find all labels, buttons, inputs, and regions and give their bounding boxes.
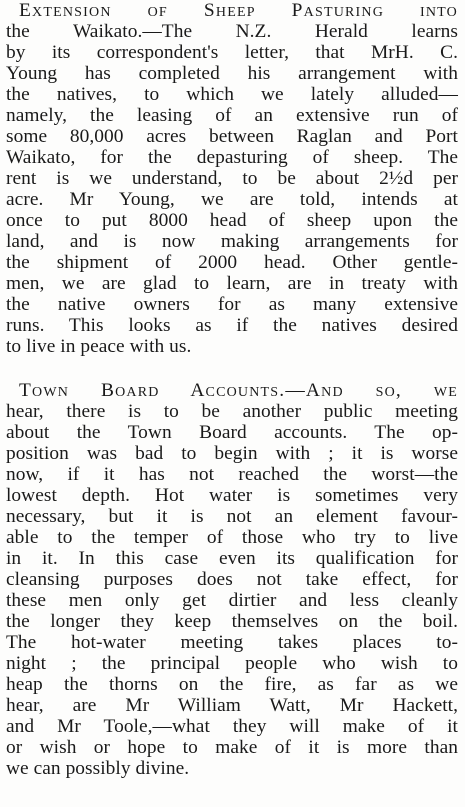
article-line: Town Board Accounts.—And so, we	[19, 380, 458, 401]
article-line: land, and is now making arrangements for	[6, 231, 458, 252]
article-line: position was bad to begin with ; it is worse	[6, 443, 458, 464]
article-line: acre. Mr Young, we are told, intends at	[6, 189, 458, 210]
article-line: cleansing purposes does not take effect, for	[6, 569, 458, 590]
article-town-board-accounts	[6, 380, 458, 779]
article-line: in it. In this case even its qualification for	[6, 548, 458, 569]
article-line: the longer they keep themselves on the boil.	[6, 611, 458, 632]
article-line: men, we are glad to learn, are in treaty with	[6, 273, 458, 294]
article-line: able to the temper of those who try to live	[6, 527, 458, 548]
article-line: Extension of Sheep Pasturing into	[19, 0, 458, 21]
article-line: heap the thorns on the fire, as far as we	[6, 674, 458, 695]
article-line: The hot-water meeting takes places to-	[6, 632, 458, 653]
article-line: or wish or hope to make of it is more than	[6, 737, 458, 758]
article-line: once to put 8000 head of sheep upon the	[6, 210, 458, 231]
article-line: namely, the leasing of an extensive run of	[6, 105, 458, 126]
article-line: the native owners for as many extensive	[6, 294, 458, 315]
article-line: these men only get dirtier and less cleanly	[6, 590, 458, 611]
article-line: now, if it has not reached the worst—the	[6, 464, 458, 485]
article-line: hear, are Mr William Watt, Mr Hackett,	[6, 695, 458, 716]
article-line: Young has completed his arrangement with	[6, 63, 458, 84]
article-line: hear, there is to be another public meeting	[6, 401, 458, 422]
article-line: the Waikato.—The N.Z. Herald learns	[6, 21, 458, 42]
article-sheep-pasturing	[6, 0, 458, 357]
article-line: to live in peace with us.	[6, 336, 192, 357]
article-line: runs. This looks as if the natives desired	[6, 315, 458, 336]
article-line: some 80,000 acres between Raglan and Port	[6, 126, 458, 147]
article-line: we can possibly divine.	[6, 758, 190, 779]
article-line: necessary, but it is not an element favour-	[6, 506, 458, 527]
article-line: rent is we understand, to be about 2½d per	[6, 168, 458, 189]
article-line: the natives, to which we lately alluded—	[6, 84, 458, 105]
article-line: the shipment of 2000 head. Other gentle-	[6, 252, 458, 273]
article-line: night ; the principal people who wish to	[6, 653, 458, 674]
article-line: and Mr Toole,—what they will make of it	[6, 716, 458, 737]
article-line: Waikato, for the depasturing of sheep. The	[6, 147, 458, 168]
article-line: lowest depth. Hot water is sometimes very	[6, 485, 458, 506]
article-line: by its correspondent's letter, that MrH. C.	[6, 42, 458, 63]
article-line: about the Town Board accounts. The op-	[6, 422, 458, 443]
